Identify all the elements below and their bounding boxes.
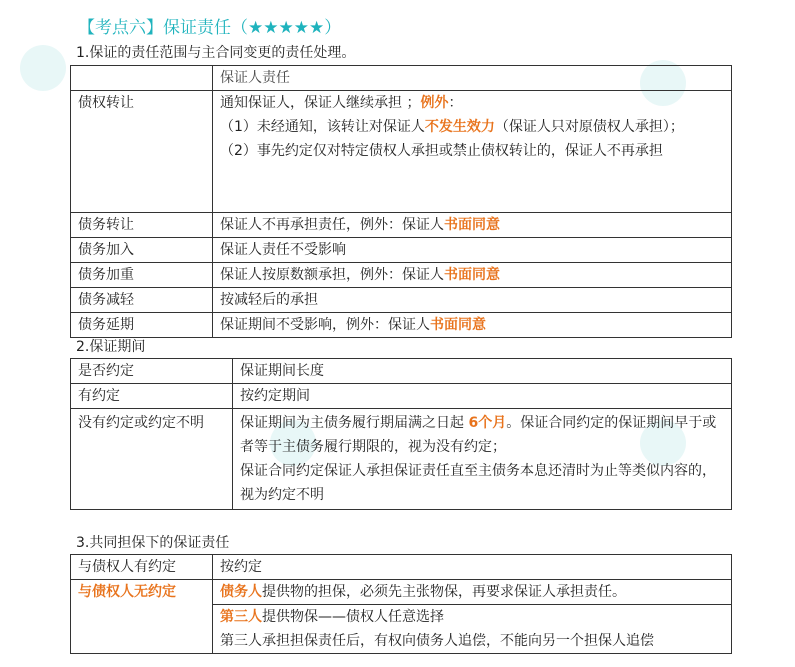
section3-heading: 3.共同担保下的保证责任 <box>76 535 230 551</box>
table-row: 第三人提供物保——债权人任意选择 第三人承担担保责任后，有权向债务人追偿，不能向另一个担保人追偿 <box>71 605 732 654</box>
table-row: 与债权人有约定 按约定 <box>71 555 732 580</box>
table-guarantee-period <box>70 358 732 510</box>
table-row: 与债权人无约定 债务人提供物的担保，必须先主张物保，再要求保证人承担责任。 <box>71 580 732 605</box>
table-joint-guarantee <box>70 554 732 654</box>
table-header: 保证人责任 <box>71 66 732 91</box>
table-guarantee-scope <box>70 65 732 338</box>
section1-heading: 1.保证的责任范围与主合同变更的责任处理。 <box>76 45 356 61</box>
page-title: 【考点六】保证责任（★★★★★） <box>78 18 342 38</box>
table-header: 是否约定 保证期间长度 <box>71 359 732 384</box>
table-row: 债权转让 通知保证人，保证人继续承担 ；例外： （1）未经通知，该转让对保证人不发生效力（保证人只对原债权人承担）； （2）事先约定仅对特定债权人承担或禁止债权转让的，保证人不再承担 <box>71 91 732 213</box>
table-row: 没有约定或约定不明 保证期间为主债务履行期届满之日起 6个月。保证合同约定的保证期间早于或者等于主债务履行期限的，视为没有约定； 保证合同约定保证人承担保证责任直至主债务本息还清时为止等类似内容的，视为约定不明 <box>71 409 732 510</box>
table-row: 债务加重 保证人按原数额承担，例外：保证人书面同意 <box>71 263 732 288</box>
table-row: 有约定 按约定期间 <box>71 384 732 409</box>
watermark-logo-icon <box>20 45 66 91</box>
table-row: 债务转让 保证人不再承担责任，例外：保证人书面同意 <box>71 213 732 238</box>
section2-heading: 2.保证期间 <box>76 339 146 355</box>
table-row: 债务减轻 按减轻后的承担 <box>71 288 732 313</box>
table-row: 债务加入 保证人责任不受影响 <box>71 238 732 263</box>
table-row: 债务延期 保证期间不受影响，例外：保证人书面同意 <box>71 313 732 338</box>
